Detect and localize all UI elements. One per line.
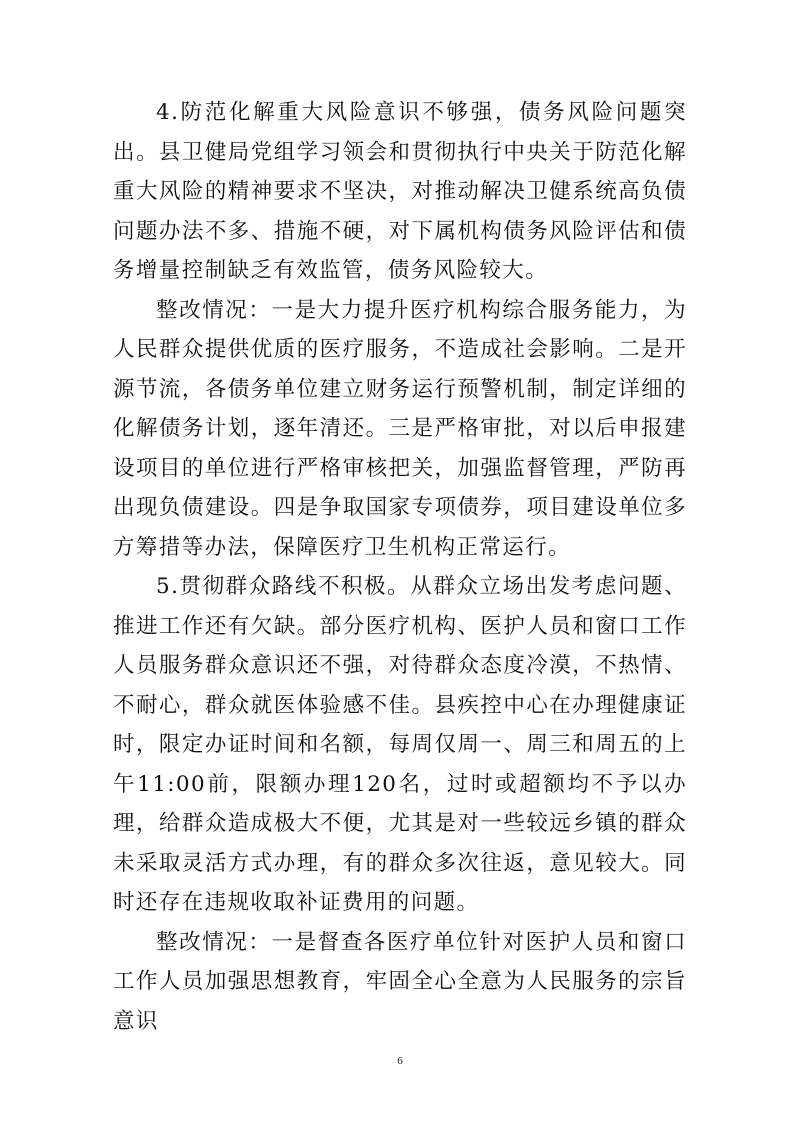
- page-number: 6: [397, 1055, 403, 1067]
- paragraph-debt-risk: 4.防范化解重大风险意识不够强，债务风险问题突出。县卫健局党组学习领会和贯彻执行中央关于防范化解重大风险的精神要求不坚决，对推动解决卫健系统高负债问题办法不多、措施不硬，对下属机构债务风险评估和债务增量控制缺乏有效监管，债务风险较大。: [113, 100, 687, 283]
- paragraph-debt-rectification: 整改情况：一是大力提升医疗机构综合服务能力，为人民群众提供优质的医疗服务，不造成社会影响。二是开源节流，各债务单位建立财务运行预警机制，制定详细的化解债务计划，逐年清还。三是严格审批，对以后申报建设项目的单位进行严格审核把关，加强监督管理，严防再出现负债建设。四是争取国家专项债券，项目建设单位多方筹措等办法，保障医疗卫生机构正常运行。: [113, 297, 687, 560]
- paragraph-mass-line-rectification: 整改情况：一是督查各医疗单位针对医护人员和窗口工作人员加强思想教育，牢固全心全意为人民服务的宗旨意识: [113, 929, 687, 1034]
- document-body: [113, 93, 687, 1041]
- paragraph-mass-line: 5.贯彻群众路线不积极。从群众立场出发考虑问题、推进工作还有欠缺。部分医疗机构、医护人员和窗口工作人员服务群众意识还不强，对待群众态度冷漠，不热情、不耐心，群众就医体验感不佳。县疾控中心在办理健康证时，限定办证时间和名额，每周仅周一、周三和周五的上午11:00前，限额办理120名，过时或超额均不予以办理，给群众造成极大不便，尤其是对一些较远乡镇的群众未采取灵活方式办理，有的群众多次往返，意见较大。同时还存在违规收取补证费用的问题。: [113, 574, 687, 915]
